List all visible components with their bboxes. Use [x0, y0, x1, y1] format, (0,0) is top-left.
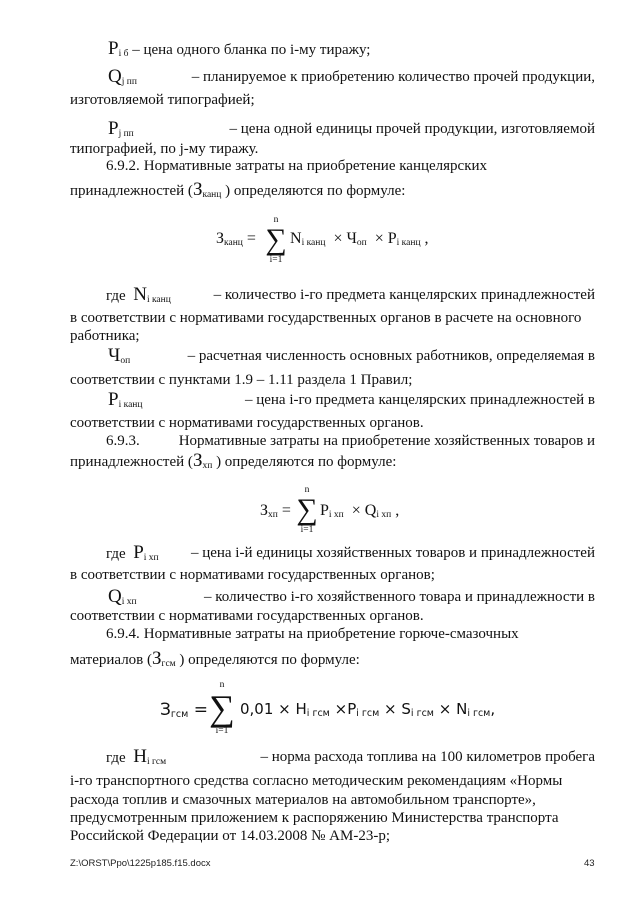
definition-p-jpp-cont: типографией, по j-му тиражу.	[70, 141, 259, 157]
summation: n ∑ i=1	[296, 485, 318, 535]
definition-h-gsm-cont2: расхода топлив и смазочных материалов на автомобильном транспорте»,	[70, 792, 536, 808]
definition-n-kanc: где Ni канц – количество i-го предмета канцелярских принадлежностей	[106, 284, 595, 305]
definition-ch-op-cont1: соответствии с пунктами 1.9 – 1.11 раздела 1 Правил;	[70, 372, 413, 388]
definition-h-gsm-cont1: i-го транспортного средства согласно методическим рекомендациям «Нормы	[70, 773, 563, 789]
definition-q-hp: Qi хп – количество i-го хозяйственного товара и принадлежности в	[108, 586, 595, 607]
definition-p-hp-cont1: в соответствии с нормативами государственных органов;	[70, 567, 435, 583]
definition-h-gsm: где Нi гсм – норма расхода топлива на 100 километров пробега	[106, 746, 595, 767]
definition-q-jpp: Qj пп – планируемое к приобретению количество прочей продукции,	[108, 66, 595, 87]
definition-q-hp-cont1: соответствии с нормативами государственных органов.	[70, 608, 424, 624]
summation: n ∑ i=1	[265, 215, 287, 265]
definition-n-kanc-cont1: в соответствии с нормативами государственных органов в расчете на основного	[70, 310, 582, 326]
section-693-line2: принадлежностей (Зхп ) определяются по формуле:	[70, 450, 397, 471]
definition-p-kanc-cont1: соответствии с нормативами государственных органов.	[70, 415, 424, 431]
definition-p-ib: Pi б – цена одного бланка по i-му тиражу;	[108, 38, 371, 59]
footer-file-path: Z:\ORST\Ppo\1225p185.f15.docx	[70, 858, 211, 869]
definition-h-gsm-cont4: Российской Федерации от 14.03.2008 № АМ-23-р;	[70, 828, 391, 844]
definition-q-jpp-cont: изготовляемой типографией;	[70, 92, 255, 108]
page-number: 43	[584, 858, 595, 869]
section-693-heading: 6.9.3. Нормативные затраты на приобретение хозяйственных товаров и	[106, 433, 595, 449]
section-692-line2: принадлежностей (Зканц ) определяются по формуле:	[70, 179, 406, 200]
definition-p-kanc: Pi канц – цена i-го предмета канцелярских принадлежностей в	[108, 389, 595, 410]
section-694-heading: 6.9.4. Нормативные затраты на приобретение горюче-смазочных	[106, 626, 519, 642]
definition-p-hp: где Pi хп – цена i-й единицы хозяйственных товаров и принадлежностей	[106, 542, 595, 563]
definition-n-kanc-cont2: работника;	[70, 328, 140, 344]
section-694-line2: материалов (Згсм ) определяются по формуле:	[70, 648, 360, 669]
definition-p-jpp: Pj пп – цена одной единицы прочей продукции, изготовляемой	[108, 118, 595, 139]
definition-ch-op: Чоп – расчетная численность основных работников, определяемая в	[108, 345, 595, 366]
definition-h-gsm-cont3: предусмотренным приложением к распоряжению Министерства транспорта	[70, 810, 559, 826]
document-page: Pi б – цена одного бланка по i-му тиражу; Qj пп – планируемое к приобретению количество прочей продукции, изготовляемой типографией; Pj пп – цена одной единицы прочей продукции, изготовляемой типографией, по j-му тиражу. 6.9.2. Нормативные затраты на приобретение канцелярских принадлежностей (Зканц ) определяются по формуле: Зканц = n ∑ i=1 Ni канц × Чоп × Pi канц , где Ni канц – количество i-го предмета канцелярских принадлежностей в соответствии с нормативами государственных органов в расчете на основного работника; Чоп – расчетная численность основных работников, определяемая в соответствии с пунктами 1.9 – 1.11 раздела 1 Правил; Pi канц – цена i-го предмета канцелярских принадлежностей в соответствии с нормативами государственных органов. 6.9.3. Нормативные затраты на приобретение хозяйственных товаров и принадлежностей (Зхп ) определяются по формуле: Зхп = n ∑ i=1 Pi хп × Qi хп , где Pi хп – цена i-й единицы хозяйственных товаров и принадлежностей в соответствии с нормативами государственных органов; Qi хп – количество i-го хозяйственного товара и принадлежности в соответствии с нормативами государственных органов. 6.9.4. Нормативные затраты на приобретение горюче-смазочных материалов (Згсм ) определяются по формуле: Згсм = n ∑ i=1 0,01 × Нi гсм ×Pi гсм × Si гсм × Ni гсм, где Нi гсм – норма расхода топлива на 100 километров пробега i-го транспортного средства согласно методическим рекомендациям «Нормы расхода топлив и смазочных материалов на автомобильном транспорте», предусмотренным приложением к распоряжению Министерства транспорта Российской Федерации от 14.03.2008 № АМ-23-р; Z:\ORST\Ppo\1225p185.f15.docx 43	[70, 38, 595, 869]
section-692-heading: 6.9.2. Нормативные затраты на приобретение канцелярских	[106, 158, 488, 174]
summation: n ∑ i=1	[209, 680, 235, 736]
